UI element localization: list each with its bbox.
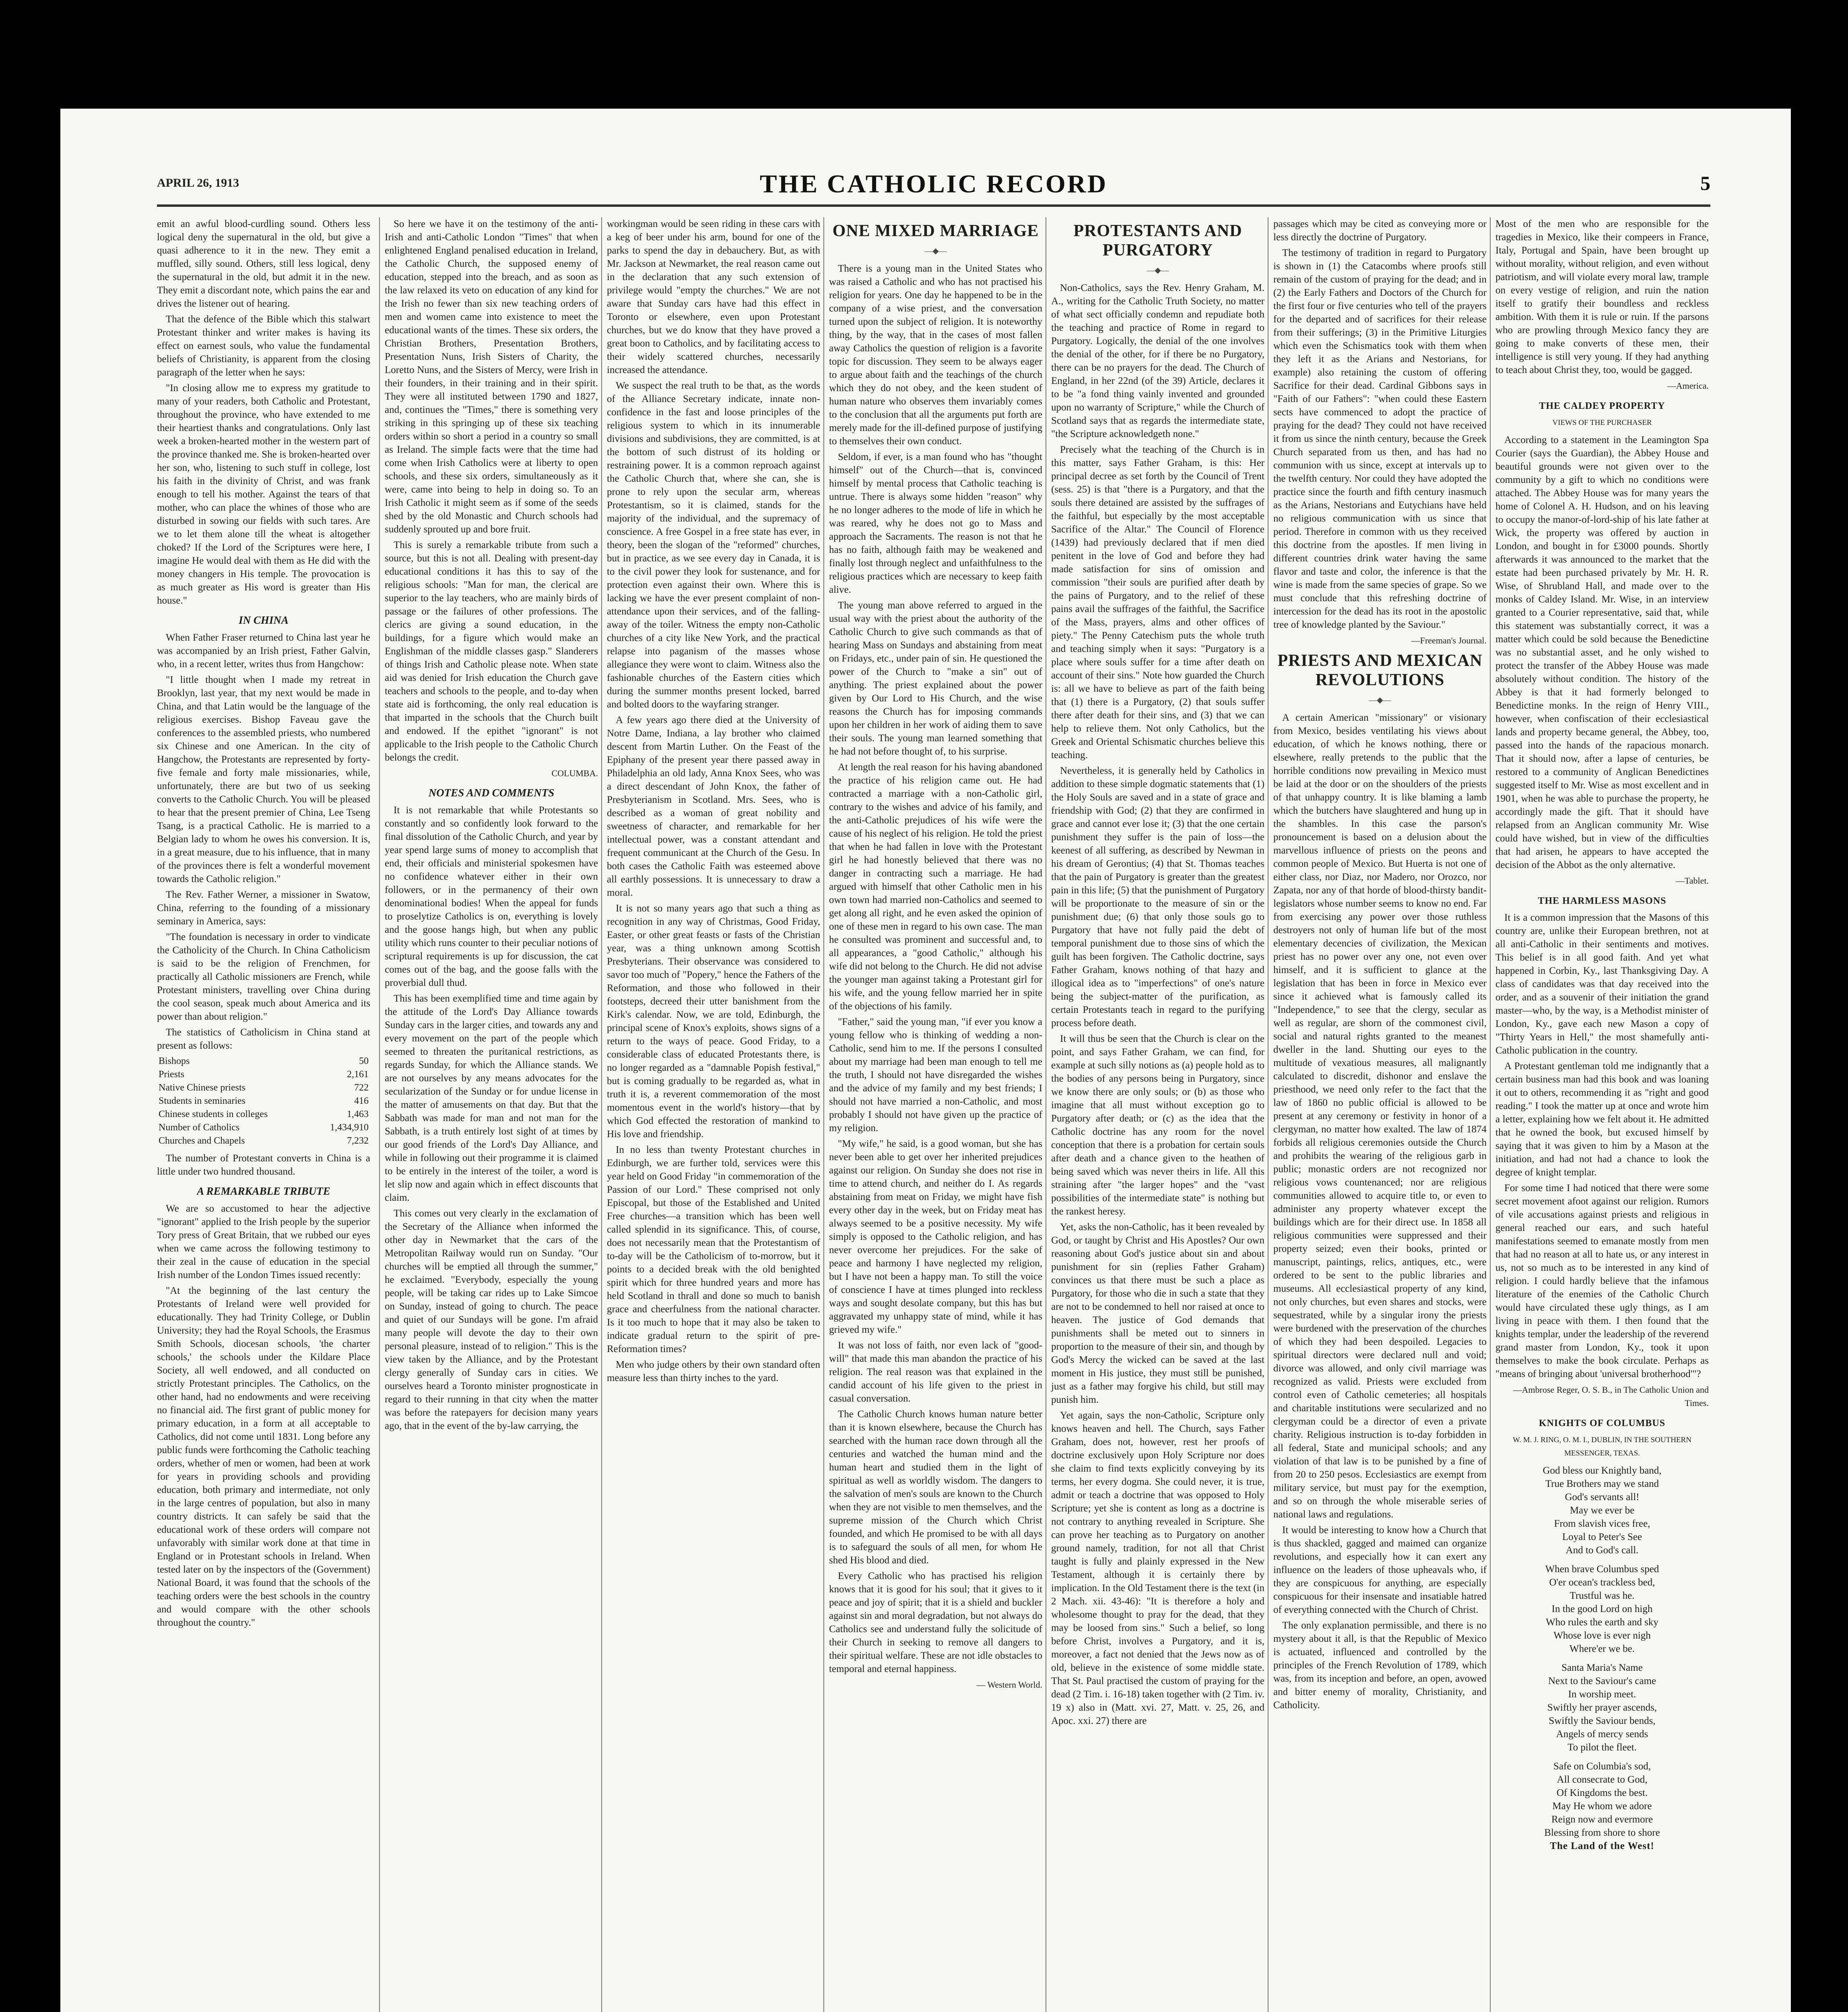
article-paragraph: It was not loss of faith, nor even lack of "good-will" that made this man abandon the practice of his religion. The real reason was that explained in the candid account of his life given to the priest in casual conversation. — [829, 1340, 1042, 1404]
poem-line: Where'er we be. — [1569, 1643, 1635, 1654]
article-paragraph: We are so accustomed to hear the adjective "ignorant" applied to the Irish people by the superior Tory press of Great Britain, that we rubbed our eyes when we came across the following testimony to their zeal in the cause of education in the special Irish number of the London Times issued recently: — [157, 1203, 370, 1280]
article-headline: PRIESTS AND MEXICAN REVOLUTIONS — [1277, 651, 1483, 689]
article-paragraph: There is a young man in the United States who was raised a Catholic and who has not practised his religion for years. One day he happened to be in the company of a wise priest, and the conversation turned upon the subject of religion. It is noteworthy thing, by the way, that in the cases of most fallen away Catholics the question of religion is a favorite topic for discussion. They seem to be always eager to argue about faith and the teachings of the church which they do not obey, and the keen student of human nature who observes them invariably comes to the conclusion that all the arguments put forth are merely made for the ill-defined purpose of justifying to themselves their own conduct. — [829, 263, 1042, 447]
article-paragraph: "My wife," he said, is a good woman, but she has never been able to get over her inherited prejudices against our religion. On Sunday she does not rise in time to attend church, and neither do I. As regards abstaining from meat on Friday, we might have fish every other day in the week, but on Friday meat has always seemed to be a positive necessity. My wife simply is opposed to the Catholic religion, and has never overcome her prejudices. For the sake of peace and harmony I have neglected my religion, but I have not been a happy man. To still the voice of conscience I have at times plunged into reckless ways and sought desolate company, but this has but aggravated my unhappy state of mind, while it has grieved my wife." — [829, 1138, 1042, 1335]
article-headline: ONE MIXED MARRIAGE — [832, 222, 1039, 240]
article-paragraph: workingman would be seen riding in these cars with a keg of beer under his arm, bound for one of the parks to spend the day in debauchery. But, as with Mr. Jackson at Newmarket, the real reason came out in the declaration that any such extension of privilege would "empty the churches." We are not aware that Sunday cars have had this effect in Toronto or elsewhere, even upon Protestant churches, but we do know that they have proved a great boon to Catholics, and by facilitating access to their widely scattered churches, necessarily increased the attendance. — [607, 219, 820, 375]
article-paragraph: Non-Catholics, says the Rev. Henry Graham, M. A., writing for the Catholic Truth Society, no matter of what sect officially condemn and repudiate both the teaching and practice of Rome in regard to Purgatory. Logically, the denial of the one involves the denial of the other, for if there be no Purgatory, there can be no prayers for the dead. The Church of England, in her 22nd (of the 39) Article, declares it to be "a fond thing vainly invented and grounded upon no warranty of Scripture," while the Church of Scotland says that as regards the intermediate state, "the Scripture acknowledgeth none." — [1051, 282, 1264, 439]
issue-date: APRIL 26, 1913 — [157, 176, 239, 190]
poem-line: May we ever be — [1570, 1505, 1635, 1516]
section-heading: KNIGHTS OF COLUMBUS — [1539, 1418, 1666, 1429]
poem-line: May He whom we adore — [1552, 1801, 1652, 1812]
stat-label: Chinese students in colleges — [159, 1109, 268, 1119]
article-paragraph: It would be interesting to know how a Church that is thus shackled, gagged and maimed can organize revolutions, and especially how it can exert any influence on the leaders of those upheavals who, if they are conspicuous for anything, are especially conspicuous for their insensate and insatiable hatred of everything connected with the Church of Christ. — [1273, 1525, 1487, 1615]
byline: —Freeman's Journal. — [1411, 635, 1487, 645]
poem-line: Loyal to Peter's See — [1562, 1532, 1642, 1542]
section-heading: THE HARMLESS MASONS — [1538, 896, 1666, 906]
article-paragraph: passages which may be cited as conveying more or less directly the doctrine of Purgatory. — [1273, 219, 1487, 243]
column-7 — [1490, 217, 1709, 2012]
poem-line: From slavish vices free, — [1554, 1518, 1650, 1529]
article-paragraph: The young man above referred to argued in the usual way with the priest about the authority of the Catholic Church to give such commands as that of hearing Mass on Sundays and abstaining from meat on Fridays, etc., under pain of sin. He questioned the power of the Church to "make a sin" out of anything. The priest explained about the power given by Our Lord to His Church, and the wise reasons the Church has for imposing commands upon her children in her work of aiding them to save their souls. The young man learned something that he had not before thought of, to his surprise. — [829, 600, 1042, 757]
poem-line: Trustful was he. — [1570, 1590, 1635, 1601]
stat-label: Native Chinese priests — [159, 1082, 245, 1093]
article-paragraph: Seldom, if ever, is a man found who has "thought himself" out of the Church—that is, convinced himself by mental process that Catholic teaching is untrue. There is always some hidden "reason" why he no longer adheres to the mode of life in which he was reared, why he does not go to Mass and approach the Sacraments. The reason is not that he has no faith, although faith may be weakened and finally lost through neglect and unfaithfulness to the religious practices which are necessary to keep faith alive. — [829, 451, 1042, 595]
poem-line: Swiftly her prayer ascends, — [1547, 1702, 1657, 1713]
byline: —Ambrose Reger, O. S. B., in The Catholic Union and Times. — [1513, 1385, 1709, 1408]
table-row — [157, 1108, 370, 1121]
article-paragraph: Nevertheless, it is generally held by Catholics in addition to these simple dogmatic statements that (1) the Holy Souls are saved and in a state of grace and friendship with God; (2) that they are confirmed in grace and cannot ever lose it; (3) that the one certain punishment they suffer is the pain of loss—the keenest of all suffering, as described by Newman in his dream of Gerontius; (4) that St. Thomas teaches that the pain of Purgatory is greater than the greatest pain in this life; (5) that the punishment of Purgatory will be proportionate to the measure of sin or the punishment due; (6) that only those souls go to Purgatory that have not fully paid the debt of temporal punishment due to those sins of which the guilt has been forgiven. The Catholic doctrine, says Father Graham, knows nothing of that hazy and illogical idea as to "imperfections" of one's nature being the subject-matter of the purification, as certain Protestants teach in regard to the purifying process before death. — [1051, 765, 1264, 1029]
poem-line: Next to the Saviour's came — [1548, 1676, 1656, 1686]
article-paragraph: The number of Protestant converts in China is a little under two hundred thousand. — [157, 1153, 370, 1177]
column-6 — [1268, 217, 1487, 2012]
poem-line: To pilot the fleet. — [1568, 1742, 1637, 1753]
section-heading: THE CALDEY PROPERTY — [1539, 401, 1665, 411]
section-heading: NOTES AND COMMENTS — [428, 787, 555, 799]
column-1 — [157, 217, 370, 2012]
section-subheading: W. M. J. RING, O. M. I., DUBLIN, IN THE SOUTHERN MESSENGER, TEXAS. — [1513, 1436, 1691, 1457]
poem-line: Who rules the earth and sky — [1546, 1617, 1658, 1628]
poem-line: Of Kingdoms the best. — [1556, 1787, 1648, 1798]
poem-line: The Land of the West! — [1550, 1841, 1654, 1851]
stat-label: Bishops — [159, 1056, 190, 1066]
article-paragraph: This comes out very clearly in the exclamation of the Secretary of the Alliance when informed the other day in Newmarket that the cars of the Metropolitan Railway would run on Sunday. "Our churches will be emptied all through the summer," he exclaimed. "Everybody, especially the young people, will be taking car rides up to Lake Simcoe on Sunday, instead of going to church. The peace and quiet of our Sundays will be gone. I'm afraid many people will devote the day to their own personal pleasure, instead of to religion." This is the view taken by the Alliance, and by the Protestant clergy generally of Sunday cars in cities. We ourselves heard a Toronto minister prognosticate in regard to their running in that city when the matter was before the ratepayers for decision many years ago, that in the event of the by-law carrying, the — [385, 1208, 598, 1431]
stat-value: 1,434,910 — [330, 1122, 369, 1133]
table-row — [157, 1055, 370, 1068]
article-paragraph: According to a statement in the Leamington Spa Courier (says the Guardian), the Abbey House and beautiful grounds were not given over to the community by a gift to which no conditions were attached. The Abbey House was for many years the home of Colonel A. H. Hudson, and on his leaving to occupy the manor-of-lord-ship of his late father at Wick, the property was offered by auction in London, and bought in for £3000 pounds. Shortly afterwards it was announced to the market that the estate had been purchased privately by Mr. H. R. Wise, of Shrubland Hall, and made over to the monks of Caldey Island. Mr. Wise, in an interview granted to a Courier representative, said that, while this statement was substantially correct, it was a matter which could be sold because the Benedictine was no substantial asset, and he only wished to protect the transfer of the Abbey House was made absolutely without condition. The history of the Abbey is that it had formerly belonged to Benedictine monks. In the reign of Henry VIII., however, when confiscation of their ecclesiastical lands and property became general, the Abbey, too, passed into the hands of the rapacious monarch. That it should now, after a lapse of centuries, be restored to a community of Anglican Benedictines suggested itself to Mr. Wise as most excellent and in 1901, when he was able to purchase the property, he accordingly made the gift. That it should have relapsed from an Anglican community Mr. Wise could have wished, but in view of the difficulties that had arisen, he appears to have accepted the decision of the Abbot as the only alternative. — [1495, 435, 1709, 870]
article-paragraph: Men who judge others by their own standard often measure less than thirty inches to the yard. — [607, 1359, 820, 1383]
article-paragraph: A certain American "missionary" or visionary from Mexico, besides ventilating his views about education, of which he knows nothing, there or elsewhere, really pretends to the public that the horrible conditions now prevailing in Mexico must be laid at the door or on the shoulders of the priests of that unhappy country. It is like blaming a lamb which the butchers have slaughtered and hung up in the shambles. In this case the parson's pronouncement is based on a delusion about the marvellous influence of priests on the peons and common people of Mexico. But Huerta is not one of either class, nor Diaz, nor Madero, nor Orozco, nor Zapata, nor any of that horde of blood-thirsty bandit-legislators whose number seems to know no end. Far from exercising any power over those ruthless destroyers not only of human life but of the most elementary decencies of civilization, the Mexican priest has no power over any one, not even over himself, and it is sufficient to glance at the legislation that has been in force in Mexico ever since it achieved what is famously called its "Independence," to see that the clergy, secular as well as regular, are shorn of the commonest civil, social and natural rights granted to the meanest dweller in the land. Shutting our eyes to the multitude of vexatious measures, all malignantly calculated to discredit, dishonor and enslave the priesthood, we need only refer to the fact that the law of 1860 no public official is allowed to be present at any ceremony or festivity in honor of a clergyman, no matter how exalted. The law of 1874 forbids all religious ceremonies outside the Church and prohibits the wearing of the religious garb in public; monastic orders are not recognized nor religious vows countenanced; nor are religious communities allowed to acquire title to, or even to administer any property whatever except the buildings which are for their direct use. In 1858 all religious communities were suppressed and their property seized; even their books, printed or manuscript, paintings, relics, antiques, etc., were ordered to be sent to the public libraries and museums. All ecclesiastical property of any kind, not only churches, but even shares and stocks, were sequestrated, while by a singular irony the priests were burdened with the preservation of the churches of which they had been despoiled. Legacies to spiritual directors were declared null and void; divorce was allowed, and only civil marriage was recognized as valid. Priests were excluded from control even of Catholic cemeteries; all hospitals and charitable institutions were secularized and no clergyman could be a director of even a private charity. Religious instruction is to-day forbidden in all federal, State and municipal schools; and any violation of that law is to be punished by a fine of from 20 to 250 pesos. Ecclesiastics are exempt from military service, but must pay for the exemption, and so on through the whole miserable series of national laws and regulations. — [1273, 712, 1487, 1520]
article-paragraph: It is not remarkable that while Protestants so constantly and so confidently look forward to the final dissolution of the Catholic Church, and year by year spend large sums of money to accomplish that end, their officials and ministerial spokesmen have no confidence whatever either in their own followers, or in the permanency of their own denominational bodies! When the appeal for funds to proselytize Catholics is on, everything is lovely and the goose hangs high, but when any public utility which runs counter to their peculiar notions of scriptural requirements is up for discussion, the cat comes out of the bag, and the goose falls with the proverbial dull thud. — [385, 805, 598, 988]
poem-line: In worship meet. — [1568, 1689, 1636, 1700]
poem-line: God's servants all! — [1565, 1492, 1640, 1503]
ornament-divider: —◆— — [1369, 696, 1391, 705]
stat-label: Priests — [159, 1069, 185, 1080]
masthead-rule — [157, 204, 1710, 207]
page-number: 5 — [1700, 172, 1710, 194]
table-row — [157, 1134, 370, 1148]
article-paragraph: So here we have it on the testimony of the anti-Irish and anti-Catholic London "Times" that when enlightened England penalised education in Ireland, the Catholic Church, the supposed enemy of education, stepped into the breach, and as soon as the law relaxed its veto on education of any kind for the Irish no fewer than six new teaching orders of men and women came into existence to meet the educational wants of the times. These six orders, the Christian Brothers, Presentation Brothers, Presentation Nuns, Irish Sisters of Charity, the Loretto Nuns, and the Sisters of Mercy, were Irish in their founders, in their training and in their spirit. They were all instituted between 1790 and 1827, and, continues the "Times," there is something very striking in this springing up of these six teaching orders within so short a period in a country so small as Ireland. The simple facts were that the time had come when Irish Catholics were at liberty to open schools, and these six orders, simultaneously as it were, came into being to help in doing so. To an Irish Catholic it might seem as if some of the seeds shed by the old Monastic and Church schools had suddenly sprouted up and bore fruit. — [385, 219, 598, 535]
poem-line: God bless our Knightly band, — [1543, 1465, 1662, 1476]
statistics-table — [157, 1055, 370, 1148]
poem-line: All consecrate to God, — [1557, 1774, 1648, 1785]
byline: — Western World. — [976, 1680, 1042, 1690]
stat-label: Students in seminaries — [159, 1096, 245, 1106]
ornament-divider: —◆— — [924, 247, 947, 256]
column-2 — [379, 217, 598, 2012]
article-paragraph: It will thus be seen that the Church is clear on the point, and says Father Graham, we can find, for example at such silly notions as (a) people hold as to the bodies of any persons being in Purgatory, since we know there are only souls; or (b) as those who imagine that all must without exception go to Purgatory after death; or (c) as the idea that the Catholic doctrine has any room for the novel conception that there is a probation for certain souls after death and a chance given to the heathen of being saved which was never theirs in life. All this straining after "the larger hopes" and the "vast possibilities of the intermediate state" is nothing but the rankest heresy. — [1051, 1033, 1264, 1217]
article-paragraph: "I little thought when I made my retreat in Brooklyn, last year, that my next would be made in China, and that Latin would be the language of the religious exercises. Bishop Faveau gave the conferences to the assembled priests, who numbered six Chinese and one American. In the city of Hangchow, the Protestants are represented by forty-five female and forty male missionaries, while, unfortunately, there are but two of us seeking converts to the Catholic Church. You will be pleased to hear that the present premier of China, Lee Tseng Tsang, is a practical Catholic. He is married to a Belgian lady to whom he owes his conversion. It is, in a great measure, due to his influence, that in many of the provinces there is felt a wonderful movement towards the Catholic religion." — [157, 674, 370, 884]
byline: —Tablet. — [1675, 876, 1709, 886]
column-3 — [601, 217, 820, 2012]
article-paragraph: Yet, asks the non-Catholic, has it been revealed by God, or taught by Christ and His Apostles? Our own reasoning about God's justice about sin and about punishment for sin (replies Father Graham) convinces us that there must be such a place as Purgatory, for those who die in such a state that they are not to be condemned to hell nor raised at once to heaven. The justice of God demands that punishments shall be meted out to sinners in proportion to the measure of their sin, and though by God's Mercy the wicked can be saved at the last moment in His justice, they must still be punished, just as a father may forgive his child, but still may punish him. — [1051, 1222, 1264, 1405]
article-paragraph: The testimony of tradition in regard to Purgatory is shown in (1) the Catacombs where proofs still remain of the custom of praying for the dead; and in (2) the Early Fathers and Doctors of the Church for the first four or five centuries who tell of the prayers for the departed and of sacrifices for their release from their sufferings; (3) in the Primitive Liturgies which even the Schismatics took with them when they left it as the Arians and Nestorians, for example) also retaining the custom of offering Sacrifice for their dead. Cardinal Gibbons says in "Faith of our Fathers": "when could these Eastern sects have commenced to adopt the practice of praying for the dead? They could not have received it from us since the ninth century, because the Greek Church separated from us then, and has had no communion with us since, except at intervals up to the twelfth century. Nor could they have adopted the practice since the fourth and fifth century inasmuch as the Arians, Nestorians and Eutychians have held no religious communication with us since that period. Therefore in common with us they received this doctrine from the apostles. If men living in different countries drink water having the same flavor and taste and color, the inference is that the wine is made from the same species of grape. So we must conclude that this refreshing doctrine of intercession for the dead has its root in the apostolic tree of knowledge planted by the Saviour." — [1273, 247, 1487, 630]
stat-label: Number of Catholics — [159, 1122, 240, 1133]
article-paragraph: When Father Fraser returned to China last year he was accompanied by an Irish priest, Father Galvin, who, in a recent letter, writes thus from Hangchow: — [157, 632, 370, 670]
article-paragraph: "Father," said the young man, "if ever you know a young fellow who is thinking of wedding a non-Catholic, send him to me. If the persons I consulted about my marriage had been man enough to tell me the truth, I should not have disregarded the wishes and the advice of my family and my best friends; I should not have married a non-Catholic, and most probably I should not have given up the practice of my religion. — [829, 1016, 1042, 1134]
article-paragraph: The Rev. Father Werner, a missioner in Swatow, China, referring to the founding of a missionary seminary in America, says: — [157, 889, 370, 927]
article-paragraph: "At the beginning of the last century the Protestants of Ireland were well provided for educationally. They had Trinity College, or Dublin University; they had the Royal Schools, the Erasmus Smith Schools, diocesan schools, 'the charter schools,' the schools under the Kildare Place Society, all well endowed, and all conducted on strictly Protestant principles. The Catholics, on the other hand, had no endowments and were receiving no financial aid. The first grant of public money for primary education, in a form at all acceptable to Catholics, did not come until 1831. Long before any public funds were forthcoming the Catholic teaching orders, whether of men or women, had been at work for years in providing schools and providing education, both primary and intermediate, not only in the large centres of population, but also in many country districts. It can safely be said that the educational work of these orders will compare not unfavorably with similar work done at that time in England or in Protestant schools in Ireland. When tested later on by the inspectors of the (Government) National Board, it was found that the schools of the teaching orders were the best schools in the country and would compare with the other schools throughout the country." — [157, 1285, 370, 1628]
column-4 — [823, 217, 1042, 2012]
article-paragraph: For some time I had noticed that there were some secret movement afoot against our religion. Rumors of vile accusations against priests and religious in general reached our ears, and such hateful manifestations seemed to emanate mostly from men that had no reason at all to hate us, or any interest in us, not so much as to be interested in any kind of religion. I could hardly believe that the infamous literature of the enemies of the Catholic Church would have circulated these ugly things, as I am living in peace with them. I then found that the knights templar, under the leadership of the reverend grand master from London, Ky., took it upon themselves to make the book circulate. Perhaps as "means of bringing about 'universal brotherhood'"? — [1495, 1183, 1709, 1379]
stat-value: 416 — [354, 1096, 369, 1106]
article-paragraph: "The foundation is necessary in order to vindicate the Catholicity of the Church. In China Catholicism is said to be the religion of Frenchmen, for practically all Catholic missioners are French, while Protestant ministers, travelling over China during the cool season, speak much about America and its power than about religion." — [157, 932, 370, 1022]
article-paragraph: This is surely a remarkable tribute from such a source, but this is not all. Dealing with present-day educational conditions it has this to say of the religious schools: "Man for man, the clerical are superior to the lay teachers, who are mainly birds of passage or the failures of other professions. The clerics are giving a sound education, in the buildings, for a figure which would make an Englishman of the middle classes gasp." Slanderers of things Irish and Catholic please note. When state aid was denied for Irish education the Church gave teachers and schools to the people, and to-day when state aid is forthcoming, the only real education is that imparted in the schools that the Church built and endowed. If the epithet "ignorant" is not applicable to the Irish people to the Catholic Church belongs the credit. — [385, 540, 598, 763]
article-paragraph: The Catholic Church knows human nature better than it is known elsewhere, because the Church has searched with the human race down through all the centuries and watched the human mind and the human heart and studied them in the light of spiritual as well as worldly wisdom. The dangers to the salvation of men's souls are known to the Church when they are not visible to men themselves, and the supreme mission of the Church which Christ founded, and which He promised to be with all days is to safeguard the souls of all men, for whom He shed His blood and died. — [829, 1409, 1042, 1566]
columns — [157, 217, 1710, 2012]
stat-label: Churches and Chapels — [159, 1136, 245, 1146]
poem-line: Reign now and evermore — [1551, 1814, 1653, 1825]
stat-value: 50 — [359, 1056, 369, 1066]
poem-line: Blessing from shore to shore — [1544, 1827, 1660, 1838]
article-paragraph: A Protestant gentleman told me indignantly that a certain business man had this book and was loaning it out to others, recommending it as "right and good reading." I took the matter up at once and wrote him a letter, explaining how we felt about it. He admitted that he owned the book, but excused himself by saying that it was given to him by a Mason at the initiation, and had not had a chance to look the degree of knight templar. — [1495, 1061, 1709, 1178]
poem-line: When brave Columbus sped — [1545, 1564, 1659, 1575]
poem-line: Whose love is ever nigh — [1553, 1630, 1651, 1641]
table-row — [157, 1068, 370, 1081]
poem-line: And to God's call. — [1565, 1545, 1639, 1556]
article-paragraph: Every Catholic who has practised his religion knows that it is good for his soul; that it gives to it peace and joy of spirit; that it is a shield and buckler against sin and moral degradation, but not always do Catholics see and understand fully the solicitude of their Church in seeking to remove all dangers to their spiritual welfare. These are not idle obstacles to temporal and eternal happiness. — [829, 1571, 1042, 1674]
section-heading: A REMARKABLE TRIBUTE — [197, 1185, 330, 1197]
byline: COLUMBA. — [551, 768, 598, 778]
article-paragraph: The only explanation permissible, and there is no mystery about it all, is that the Republic of Mexico is actuated, influenced and controlled by the principles of the French Revolution of 1789, which was, from its inception and before, an open, avowed and bitter enemy of morality, Christianity, and Catholicity. — [1273, 1620, 1487, 1711]
article-paragraph: A few years ago there died at the University of Notre Dame, Indiana, a lay brother who claimed descent from Martin Luther. On the Feast of the Epiphany of the present year there passed away in Philadelphia an old lady, Anna Knox Sees, who was a direct descendant of John Knox, the father of Presbyterianism in Scotland. Mrs. Sees, who is described as a woman of great nobility and sweetness of character, and remarkable for her intellectual power, was a constant attendant and frequent communicant at the Church of the Gesu. In both cases the Catholic Faith was esteemed above all earthly possessions. It is unnecessary to draw a moral. — [607, 715, 820, 898]
article-headline: PROTESTANTS AND PURGATORY — [1073, 222, 1242, 260]
column-5 — [1046, 217, 1264, 2012]
poem-line: Swiftly the Saviour bends, — [1549, 1715, 1656, 1726]
article-paragraph: At length the real reason for his having abandoned the practice of his religion came out. He had contracted a marriage with a non-Catholic girl, contrary to the wishes and advice of his family, and the anti-Catholic prejudices of his wife were the cause of his neglect of his religion. He told the priest that when he had fallen in love with the Protestant girl he had honestly believed that there was no danger in contracting such a marriage. He had argued with himself that other Catholic men in his own town had married non-Catholics and seemed to get along all right, and he even asked the opinion of one of these men in regard to his own case. The man he consulted was prominent and successful and, to all appearances, a "good Catholic," although his wife did not belong to the Church. He did not advise the younger man against taking a Protestant girl for his wife, and the young fellow married her in spite of the objections of his family. — [829, 762, 1042, 1012]
masthead — [157, 169, 1710, 201]
article-paragraph: It is not so many years ago that such a thing as recognition in any way of Christmas, Good Friday, Easter, or other great feasts or fasts of the Christian year, was a thing unknown among Scottish Presbyterians. Their observance was considered to savor too much of "Popery," hence the Fathers of the Reformation, and those who followed in their footsteps, decreed their utter banishment from the Kirk's calendar. Now, we are told, Edinburgh, the principal scene of Knox's exploits, shows signs of a return to the ways of peace. Good Friday, to a considerable class of educated Protestants there, is no longer regarded as a "damnable Popish festival," but is coming gradually to be regarded as, what in truth it is, a reverent commemoration of the most momentous event in the world's history—that by which God effected the restoration of mankind to His love and friendship. — [607, 903, 820, 1140]
poem-line: O'er ocean's trackless bed, — [1549, 1577, 1655, 1588]
article-paragraph: The statistics of Catholicism in China stand at present as follows: — [157, 1027, 370, 1051]
newspaper-page — [60, 109, 1791, 2012]
article-paragraph: In no less than twenty Protestant churches in Edinburgh, we are further told, services were this year held on Good Friday "in commemoration of the Passion of our Lord." These comprised not only Episcopal, but those of the Established and United Free churches—a transition which has been well called splendid in its significance. This, of course, does not necessarily mean that the Protestantism of to-day will be the Catholicism of to-morrow, but it points to a decided break with the old benighted spirit which for three hundred years and more has held Scotland in thrall and done so much to banish grace and cheerfulness from the national character. Is it too much to hope that it may also be taken to indicate gradual return to the spirit of pre-Reformation times? — [607, 1144, 820, 1354]
article-paragraph: This has been exemplified time and time again by the attitude of the Lord's Day Alliance towards Sunday cars in the larger cities, and towards any and every movement on the part of the people which seemed to threaten the puritanical restrictions, as regards Sunday, for which the Alliance stands. We are not ourselves by any means advocates for the secularization of the Sunday or for undue license in the matter of amusements on that day. But that the Sabbath was made for man and not man for the Sabbath, is a truth entirely lost sight of at times by our good friends of the Lord's Day Alliance, and while in following out their programme it is claimed to be entirely in the interest of the toiler, a word is let slip now and again which in effect discounts that claim. — [385, 993, 598, 1203]
poem-line: In the good Lord on high — [1551, 1604, 1653, 1614]
section-subheading: VIEWS OF THE PURCHASER — [1552, 418, 1652, 427]
article-paragraph: "In closing allow me to express my gratitude to many of your readers, both Catholic and Protestant, throughout the province, who have extended to me their heartiest thanks and congratulations. Only last week a broken-hearted mother in the western part of the province thanked me. She is broken-hearted over her son, who, listening to such stuff in college, lost his faith in the divinity of Christ, and was frank enough to tell his mother. Against the tears of that mother, who can place the whines of those who are disturbed in sowing our fields with such tares. Are we to let them alone till the wheat is altogether choked? If the Lord of the Scriptures were here, I imagine He would deal with them as He did with the money changers in His temple. The provocation is as much greater as His word is greater than His house." — [157, 383, 370, 606]
article-paragraph: It is a common impression that the Masons of this country are, unlike their European brethren, not at all anti-Catholic in their sentiments and motives. This belief is in all good faith. And yet what happened in Corbin, Ky., last Thanksgiving Day. A class of candidates was that day received into the order, and as a souvenir of their initiation the grand master—who, by the way, is a Methodist minister of London, Ky., gave each new Mason a copy of "Thirty Years in Hell," the most shamefully anti-Catholic publication in the country. — [1495, 912, 1709, 1056]
table-row — [157, 1121, 370, 1134]
article-paragraph: That the defence of the Bible which this stalwart Protestant thinker and writer makes is having its effect on earnest souls, who value the fundamental beliefs of Christianity, is apparent from the closing paragraph of the letter when he says: — [157, 314, 370, 378]
newspaper-title: THE CATHOLIC RECORD — [759, 169, 1108, 198]
stat-value: 722 — [354, 1082, 369, 1093]
stat-value: 2,161 — [347, 1069, 369, 1080]
article-paragraph: Yet again, says the non-Catholic, Scripture only knows heaven and hell. The Church, says Father Graham, does not, however, rest her proofs of doctrine exclusively upon Holy Scripture nor does she claim to find texts explicitly conveying by its terms, her every dogma. She could never, it is true, admit or teach a doctrine that was opposed to Holy Scripture; yet she is content as long as a doctrine is not contrary to anything revealed in Scripture. She can prove her teaching as to Purgatory on another ground namely, tradition, for not all that Christ taught is fully and plainly expressed in the New Testament, although it is certainly there by implication. In the Old Testament there is the text (in 2 Mach. xii. 43-46): "It is therefore a holy and wholesome thought to pray for the dead, that they may be loosed from sins." Such a belief, so long before Christ, involves a Purgatory, and it is, moreover, a fact not denied that the Jews now as of old, believe in the existence of some middle state. That St. Paul practised the custom of praying for the dead (2 Tim. i. 16-18) taken together with (2 Tim. iv. 19 x) also in (Matt. xvi. 27, Matt. v. 25, 26, and Apoc. xxi. 27) there are — [1051, 1410, 1264, 1726]
ornament-divider: —◆— — [1147, 266, 1169, 275]
poem-line: True Brothers may we stand — [1545, 1478, 1659, 1489]
article-paragraph: Precisely what the teaching of the Church is in this matter, says Father Graham, is this: Her principal decree as set forth by the Council of Trent (sess. 25) is that "there is a Purgatory, and that the souls there detained are assisted by the suffrages of the faithful, but especially by the most acceptable Sacrifice of the Altar." The Council of Florence (1439) had previously declared that if men died penitent in the love of God and before they had made satisfaction for sins of omission and commission "their souls are purified after death by the pains of Purgatory, and to the relief of these pains avail the suffrages of the faithful, the Sacrifice of the Mass, prayers, alms and other offices of piety." The Penny Catechism puts the whole truth and teaching simply when it says: "Purgatory is a place where souls suffer for a time after death on account of their sins." Note how guarded the Church is: all we have to believe as part of the faith being that (1) there is a Purgatory, (2) that souls suffer there after death for their sins, and (3) that we can help to relieve them. Not only Catholics, but the Greek and Oriental Schismatic churches believe this teaching. — [1051, 444, 1264, 761]
poem-line: Angels of mercy sends — [1556, 1729, 1648, 1740]
poem-line: Santa Maria's Name — [1561, 1662, 1643, 1673]
table-row — [157, 1095, 370, 1108]
poem — [1495, 1464, 1709, 1853]
poem-line: Safe on Columbia's sod, — [1553, 1761, 1651, 1772]
section-heading: IN CHINA — [239, 614, 289, 626]
byline: —America. — [1667, 381, 1709, 391]
article-paragraph: We suspect the real truth to be that, as the words of the Alliance Secretary indicate, innate non-confidence in the fast and loose principles of the religious system to which in its innumerable divisions and subdivisions, they are committed, is at the bottom of such distrust of its holding or restraining power. It is a common reproach against the Catholic Church that, where she can, she is prone to rely upon the secular arm, whereas Protestantism, so it is claimed, stands for the majority of the individual, and the supremacy of conscience. A free Gospel in a free state has ever, in theory, been the slogan of the "reformed" churches, but in practice, as we see every day in Canada, it is to the civil power they look for sustenance, and for protection even against their own. Where this is lacking we have the ever present complaint of non-attendance upon their services, and of the falling-away of the toiler. Witness the empty non-Catholic churches of a city like New York, and the practical relapse into paganism of the masses whose allegiance they were wont to claim. Witness also the fashionable churches of the Eastern cities which during the summer months present locked, barred and bolted doors to the wayfaring stranger. — [607, 380, 820, 710]
stat-value: 7,232 — [347, 1136, 369, 1146]
article-paragraph: emit an awful blood-curdling sound. Others less logical deny the supernatural in the old, but give a quasi adherence to it in the new. They emit a muffled, silly sound. Others, still less logical, deny the supernatural in the old, but admit it in the new. They emit a discordant note, which pains the ear and drives the listener out of hearing. — [157, 219, 370, 309]
stat-value: 1,463 — [347, 1109, 369, 1119]
table-row — [157, 1081, 370, 1095]
article-paragraph: Most of the men who are responsible for the tragedies in Mexico, like their compeers in France, Italy, Portugal and Spain, have been brought up without morality, without religion, and even without patriotism, and will violate every moral law, trample on every vestige of religion, and ruin the nation itself to gratify their boundless and reckless ambition. With them it is rule or ruin. If the parsons who are prowling through Mexico fancy they are going to make converts of these men, their intelligence is still very young. If they had anything to teach about Christ they, too, would be gagged. — [1495, 219, 1709, 375]
